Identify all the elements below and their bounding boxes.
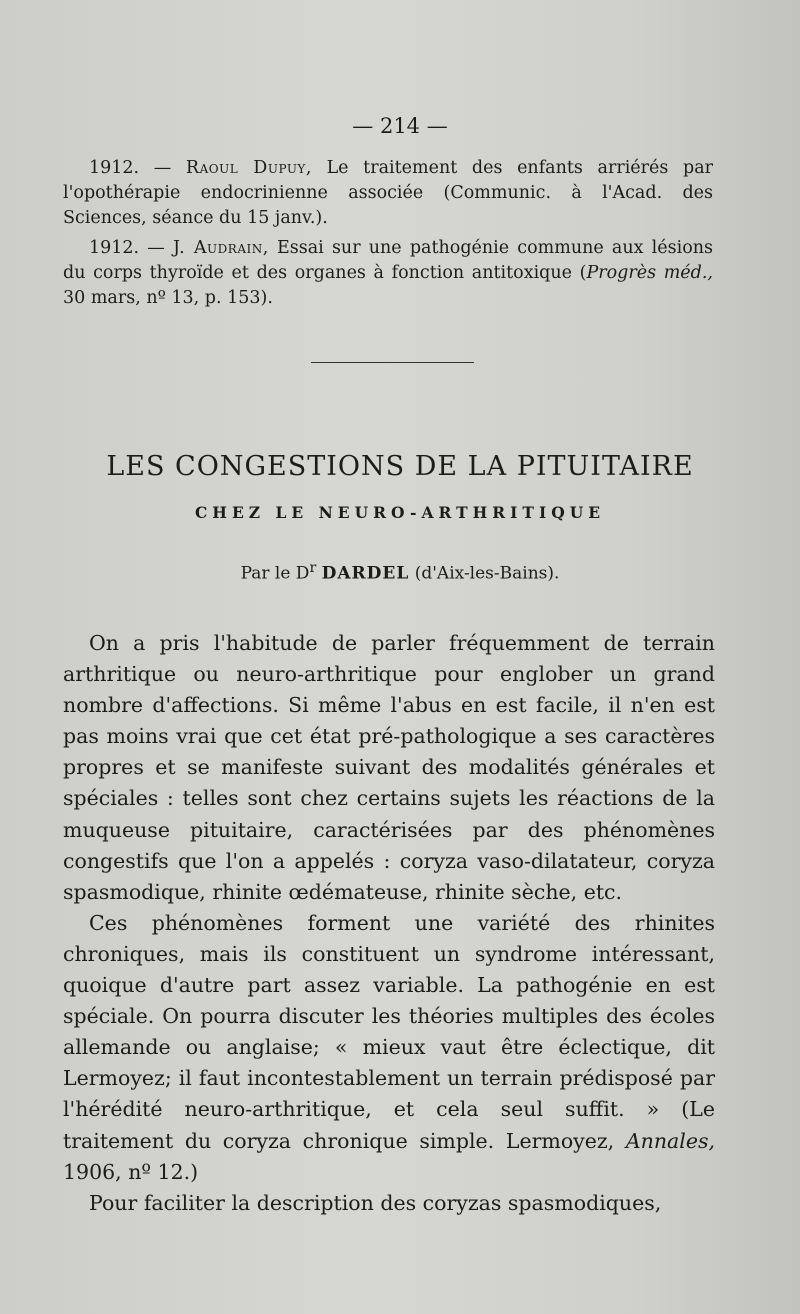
article-subtitle: CHEZ LE NEURO-ARTHRITIQUE	[194, 503, 606, 522]
paragraph: Pour faciliter la description des coryzas spasmodiques,	[89, 1190, 662, 1215]
ref-text: Essai sur une pathogénie commune aux lésions du corps thyroïde et des organes à fonction antitoxique (	[63, 238, 713, 283]
paragraph: On a pris l'habitude de parler fréquemment de terrain arthritique ou neuro-arthritique pour englober un grand nombre d'affections. Si même l'abus en est facile, il n'en est pas moins vrai que cet état pré-pathologique a ses caractères propres et se manifeste suivant des modalités générales et spéciales : telles sont chez certains sujets les réactions de la muqueuse pituitaire, caractérisées par des phénomènes congestifs que l'on a appelés : coryza vaso-dilatateur, coryza spasmodique, rhinite œdémateuse, rhinite sèche, etc.	[63, 631, 715, 904]
author-name: DARDEL	[321, 563, 410, 584]
article-author	[0, 560, 800, 584]
bibliography-entry	[63, 236, 713, 311]
author-prefix: Par le D	[240, 563, 310, 584]
article-body	[63, 628, 715, 1219]
ref-author: Raoul Dupuy,	[185, 158, 312, 178]
author-prefix-sup: r	[309, 560, 317, 576]
ref-text: 30 mars, nº 13, p. 153).	[63, 288, 273, 308]
section-divider	[311, 362, 474, 363]
ref-text: Le traitement des enfants arriérés par l'opothérapie endocrinienne associée (Communic. à l'Acad. des Sciences, séance du 15 janv.).	[63, 158, 713, 228]
author-affiliation: (d'Aix-les-Bains).	[409, 563, 560, 584]
ref-journal: Progrès méd.,	[586, 263, 713, 283]
ref-year: 1912. —	[89, 238, 165, 258]
ref-year: 1912. —	[89, 158, 172, 178]
paragraph-text: Ces phénomènes forment une variété des rhinites chroniques, mais ils constituent un syndrome intéressant, quoique d'autre part assez variable. La pathogénie en est spéciale. On pourra discuter les théories multiples des écoles allemande ou anglaise; « mieux vaut être éclectique, dit Lermoyez; il faut incontestablement un terrain prédisposé par l'hérédité neuro-arthritique, et cela seul suffit. » (Le traitement du coryza chronique simple. Lermoyez,	[63, 910, 715, 1153]
paragraph-text: 1906, nº 12.)	[63, 1159, 199, 1184]
ref-author: J. Audrain,	[173, 238, 269, 258]
page-number: — 214 —	[352, 114, 448, 138]
paragraph	[63, 908, 715, 1188]
article-title: LES CONGESTIONS DE LA PITUITAIRE	[106, 451, 694, 482]
journal-title: Annales,	[625, 1128, 715, 1153]
bibliography-entry	[63, 156, 713, 231]
